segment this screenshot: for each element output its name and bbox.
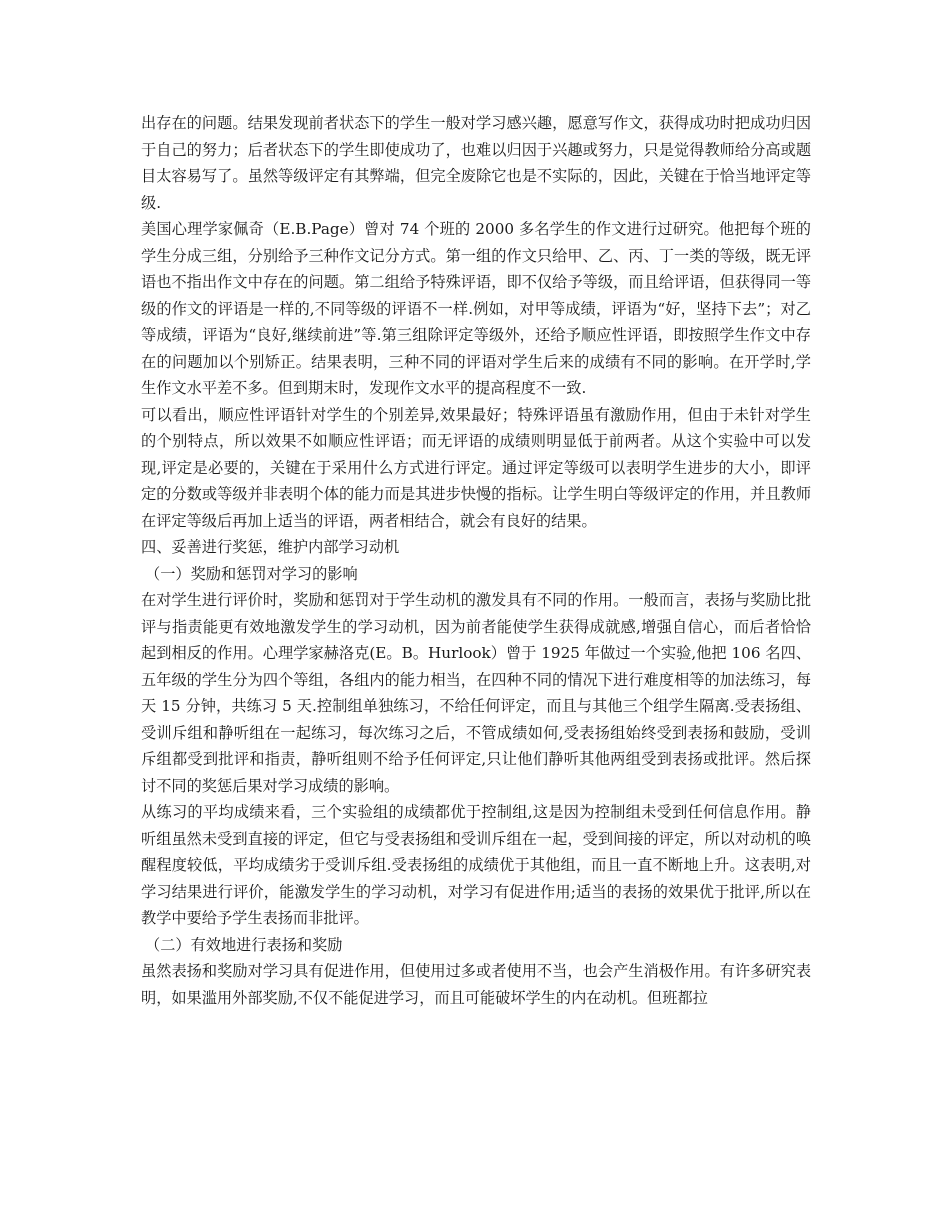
paragraph-comment-analysis: 可以看出，顺应性评语针对学生的个别差异,效果最好；特殊评语虽有激励作用，但由于未针对学生的个别特点，所以效果不如顺应性评语；而无评语的成绩则明显低于前两者。从这个实验中可以发现,评定是必要的，关键在于采用什么方式进行评定。通过评定等级可以表明学生进步的大小，即评定的分数或等级并非表明个体的能力而是其进步快慢的指标。让学生明白等级评定的作用，并且教师在评定等级后再加上适当的评语，两者相结合，就会有良好的结果。: [141, 405, 811, 530]
paragraph-page-study: 美国心理学家佩奇（E.B.Page）曾对 74 个班的 2000 多名学生的作文进行过研究。他把每个班的学生分成三组，分别给予三种作文记分方式。第一组的作文只给甲、乙、丙、丁一类的等级，既无评语也不指出作文中存在的问题。第二组给予特殊评语，即不仅给予等级，而且给评语，但获得同一等级的作文的评语是一样的,不同等级的评语不一样.例如，对甲等成绩，评语为“好，坚持下去”；对乙等成绩，评语为“良好,继续前进”等.第三组除评定等级外，还给予顺应性评语，即按照学生作文中存在的问题加以个别矫正。结果表明，三种不同的评语对学生后来的成绩有不同的影响。在开学时,学生作文水平差不多。但到期末时，发现作文水平的提高程度不一致.: [141, 220, 811, 397]
paragraph-praise-caution: 虽然表扬和奖励对学习具有促进作用，但使用过多或者使用不当，也会产生消极作用。有许多研究表明，如果滥用外部奖励,不仅不能促进学习，而且可能破坏学生的内在动机。但班都拉: [141, 962, 811, 1007]
subheading-effective-praise: （二）有效地进行表扬和奖励: [145, 935, 343, 954]
paragraph-hurlock-experiment: 在对学生进行评价时，奖励和惩罚对于学生动机的激发具有不同的作用。一般而言，表扬与奖励比批评与指责能更有效地激发学生的学习动机，因为前者能使学生获得成就感,增强自信心，而后者恰恰起到相反的作用。心理学家赫洛克(E。B。Hurlook）曾于 1925 年做过一个实验,他把 106 名四、五年级的学生分为四个等组，各组内的能力相当，在四种不同的情况下进行难度相等的加法练习，每天 15 分钟，共练习 5 天.控制组单独练习，不给任何评定，而且与其他三个组学生隔离.受表扬组、受训斥组和静听组在一起练习，每次练习之后，不管成绩如何,受表扬组始终受到表扬和鼓励，受训斥组都受到批评和指责，静听组则不给予任何评定,只让他们静听其他两组受到表扬或批评。然后探讨不同的奖惩后果对学习成绩的影响。: [141, 591, 811, 795]
paragraph-experiment-results: 从练习的平均成绩来看，三个实验组的成绩都优于控制组,这是因为控制组未受到任何信息作用。静听组虽然未受到直接的评定，但它与受表扬组和受训斥组在一起，受到间接的评定，所以对动机的唤醒程度较低，平均成绩劣于受训斥组.受表扬组的成绩优于其他组，而且一直不断地上升。这表明,对学习结果进行评价，能激发学生的学习动机，对学习有促进作用;适当的表扬的效果优于批评,所以在教学中要给予学生表扬而非批评。: [141, 803, 811, 927]
subheading-effects-on-learning: （一）奖励和惩罚对学习的影响: [145, 564, 358, 583]
paragraph-grading-conclusion: 出存在的问题。结果发现前者状态下的学生一般对学习感兴趣，愿意写作文，获得成功时把成功归因于自己的努力；后者状态下的学生即使成功了，也难以归因于兴趣或努力，只是觉得教师给分高或题目太容易写了。虽然等级评定有其弊端，但完全废除它也是不实际的，因此，关键在于恰当地评定等级.: [141, 114, 811, 212]
section-heading-rewards-punishment: 四、妥善进行奖惩，维护内部学习动机: [141, 538, 400, 556]
document-body: [141, 110, 811, 1011]
